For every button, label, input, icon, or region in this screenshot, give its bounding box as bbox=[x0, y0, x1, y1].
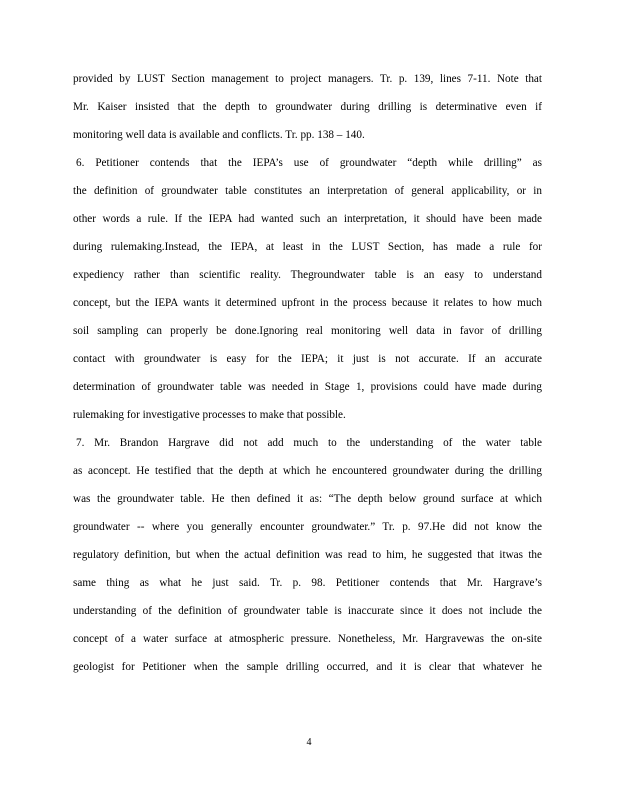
page-number: 4 bbox=[306, 737, 312, 748]
text-line: determination of groundwater table was needed in Stage 1, provisions could have made during bbox=[73, 381, 542, 393]
text-line: rulemaking for investigative processes to make that possible. bbox=[73, 409, 346, 421]
text-line: concept of a water surface at atmospheric pressure. Nonetheless, Mr. Hargravewas the on-site bbox=[73, 633, 542, 645]
text-line: contact with groundwater is easy for the IEPA; it just is not accurate. If an accurate bbox=[73, 353, 542, 365]
text-line: other words a rule. If the IEPA had wanted such an interpretation, it should have been made bbox=[73, 213, 542, 225]
text-line: provided by LUST Section management to project managers. Tr. p. 139, lines 7-11. Note that bbox=[73, 73, 542, 85]
paragraph-7-first-line: 7. Mr. Brandon Hargrave did not add much to the understanding of the water table bbox=[76, 437, 542, 449]
text-line: as aconcept. He testified that the depth at which he encountered groundwater during the drilling bbox=[73, 465, 542, 477]
text-line: soil sampling can properly be done.Ignoring real monitoring well data in favor of drilling bbox=[73, 325, 542, 337]
text-line: during rulemaking.Instead, the IEPA, at least in the LUST Section, has made a rule for bbox=[73, 241, 542, 253]
text-line: monitoring well data is available and conflicts. Tr. pp. 138 – 140. bbox=[73, 129, 365, 141]
text-line: understanding of the definition of groundwater table is inaccurate since it does not include the bbox=[73, 605, 542, 617]
text-line: was the groundwater table. He then defined it as: “The depth below ground surface at which bbox=[73, 493, 542, 505]
text-line: groundwater -- where you generally encounter groundwater.” Tr. p. 97.He did not know the bbox=[73, 521, 542, 533]
text-line: geologist for Petitioner when the sample drilling occurred, and it is clear that whatever he bbox=[73, 661, 542, 673]
text-line: Mr. Kaiser insisted that the depth to groundwater during drilling is determinative even if bbox=[73, 101, 542, 113]
text-line: expediency rather than scientific reality. Thegroundwater table is an easy to understand bbox=[73, 269, 542, 281]
paragraph-6-first-line: 6. Petitioner contends that the IEPA’s use of groundwater “depth while drilling” as bbox=[76, 157, 542, 169]
text-line: the definition of groundwater table constitutes an interpretation of general applicability, or in bbox=[73, 185, 542, 197]
text-line: same thing as what he just said. Tr. p. 98. Petitioner contends that Mr. Hargrave’s bbox=[73, 577, 542, 589]
text-line: regulatory definition, but when the actual definition was read to him, he suggested that itwas the bbox=[73, 549, 542, 561]
text-line: concept, but the IEPA wants it determined upfront in the process because it relates to how much bbox=[73, 297, 542, 309]
